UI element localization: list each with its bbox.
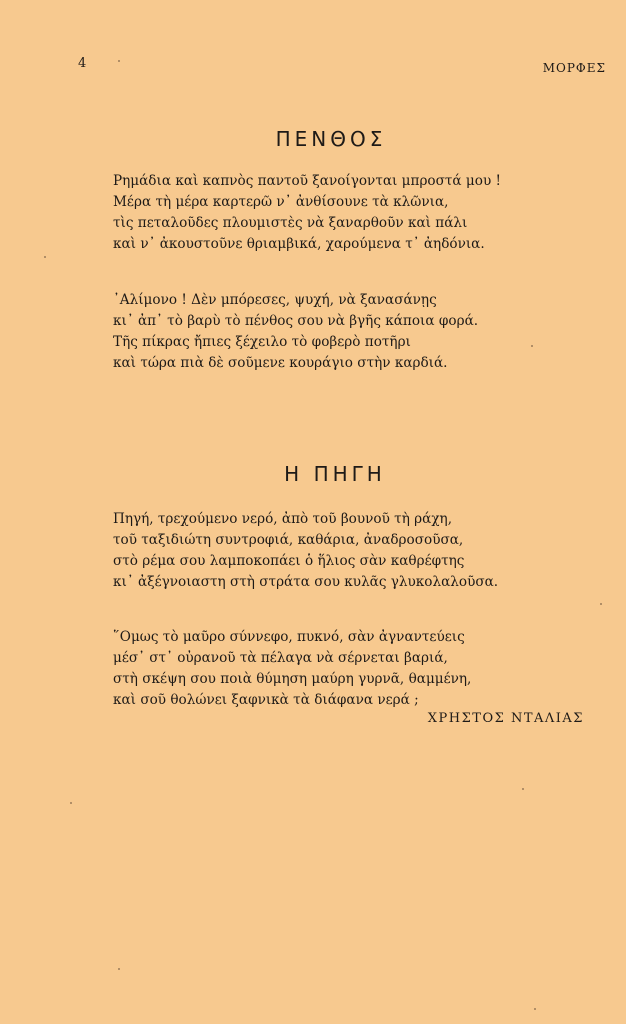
verse-line: Μέρα τὴ μέρα καρτερῶ ν᾿ ἀνθίσουνε τὰ κλῶνια, bbox=[113, 194, 449, 210]
verse-line: τοῦ ταξιδιώτη συντροφιά, καθάρια, ἀναδροσοῦσα, bbox=[113, 532, 464, 548]
verse-line: μέσ᾿ στ᾿ οὐρανοῦ τὰ πέλαγα νὰ σέρνεται βαριά, bbox=[113, 650, 448, 666]
verse-line: κι᾿ ἀπ᾿ τὸ βαρὺ τὸ πένθος σου νὰ βγῆς κάποια φορά. bbox=[113, 313, 479, 329]
poem-title: ΠΕΝΘΟΣ bbox=[275, 127, 387, 151]
paper-speck bbox=[70, 802, 72, 804]
paper-speck bbox=[600, 603, 602, 605]
verse-line: καὶ τώρα πιὰ δὲ σοῦμενε κουράγιο στὴν καρδιά. bbox=[113, 355, 448, 371]
verse-line: καὶ σοῦ θολώνει ξαφνικὰ τὰ διάφανα νερά ; bbox=[113, 692, 419, 708]
paper-speck bbox=[44, 256, 46, 258]
verse-line: κι᾿ ἀξέγνοιαστη στὴ στράτα σου κυλᾶς γλυκολαλοῦσα. bbox=[113, 574, 499, 590]
verse-line: ῞Ομως τὸ μαῦρο σύννεφο, πυκνό, σὰν ἀγναντεύεις bbox=[113, 629, 465, 645]
paper-speck bbox=[531, 345, 533, 347]
verse-line: καὶ ν᾿ ἀκουστοῦνε θριαμβικά, χαρούμενα τ᾿ ἀηδόνια. bbox=[113, 236, 485, 252]
running-title: ΜΟΡΦΕΣ bbox=[542, 61, 606, 75]
paper-speck bbox=[534, 1008, 536, 1010]
stanza bbox=[113, 627, 471, 711]
paper-speck bbox=[522, 788, 524, 790]
paper-speck bbox=[118, 60, 120, 62]
verse-line: Τῆς πίκρας ἤπιες ξέχειλο τὸ φοβερὸ ποτῆρι bbox=[113, 334, 411, 350]
stanza bbox=[113, 290, 478, 374]
poem-title: Η ΠΗΓΗ bbox=[284, 462, 386, 486]
verse-line: τὶς πεταλοῦδες πλουμιστὲς νὰ ξαναρθοῦν καὶ πάλι bbox=[113, 215, 468, 231]
stanza bbox=[113, 171, 501, 255]
page-number: 4 bbox=[78, 56, 87, 71]
author-signature: ΧΡΗΣΤΟΣ ΝΤΑΛΙΑΣ bbox=[427, 711, 584, 726]
verse-line: Πηγή, τρεχούμενο νερό, ἀπὸ τοῦ βουνοῦ τὴ ράχη, bbox=[113, 511, 453, 527]
paper-speck bbox=[118, 968, 120, 970]
verse-line: ᾿Αλίμονο ! Δὲν μπόρεσες, ψυχή, νὰ ξανασάνῃς bbox=[113, 292, 437, 308]
verse-line: στὸ ρέμα σου λαμποκοπάει ὁ ἥλιος σὰν καθρέφτης bbox=[113, 553, 465, 569]
verse-line: Ρημάδια καὶ καπνὸς παντοῦ ξανοίγονται μπροστά μου ! bbox=[113, 173, 501, 189]
stanza bbox=[113, 509, 498, 593]
verse-line: στὴ σκέψη σου ποιὰ θύμηση μαύρη γυρνᾶ, θαμμένη, bbox=[113, 671, 472, 687]
